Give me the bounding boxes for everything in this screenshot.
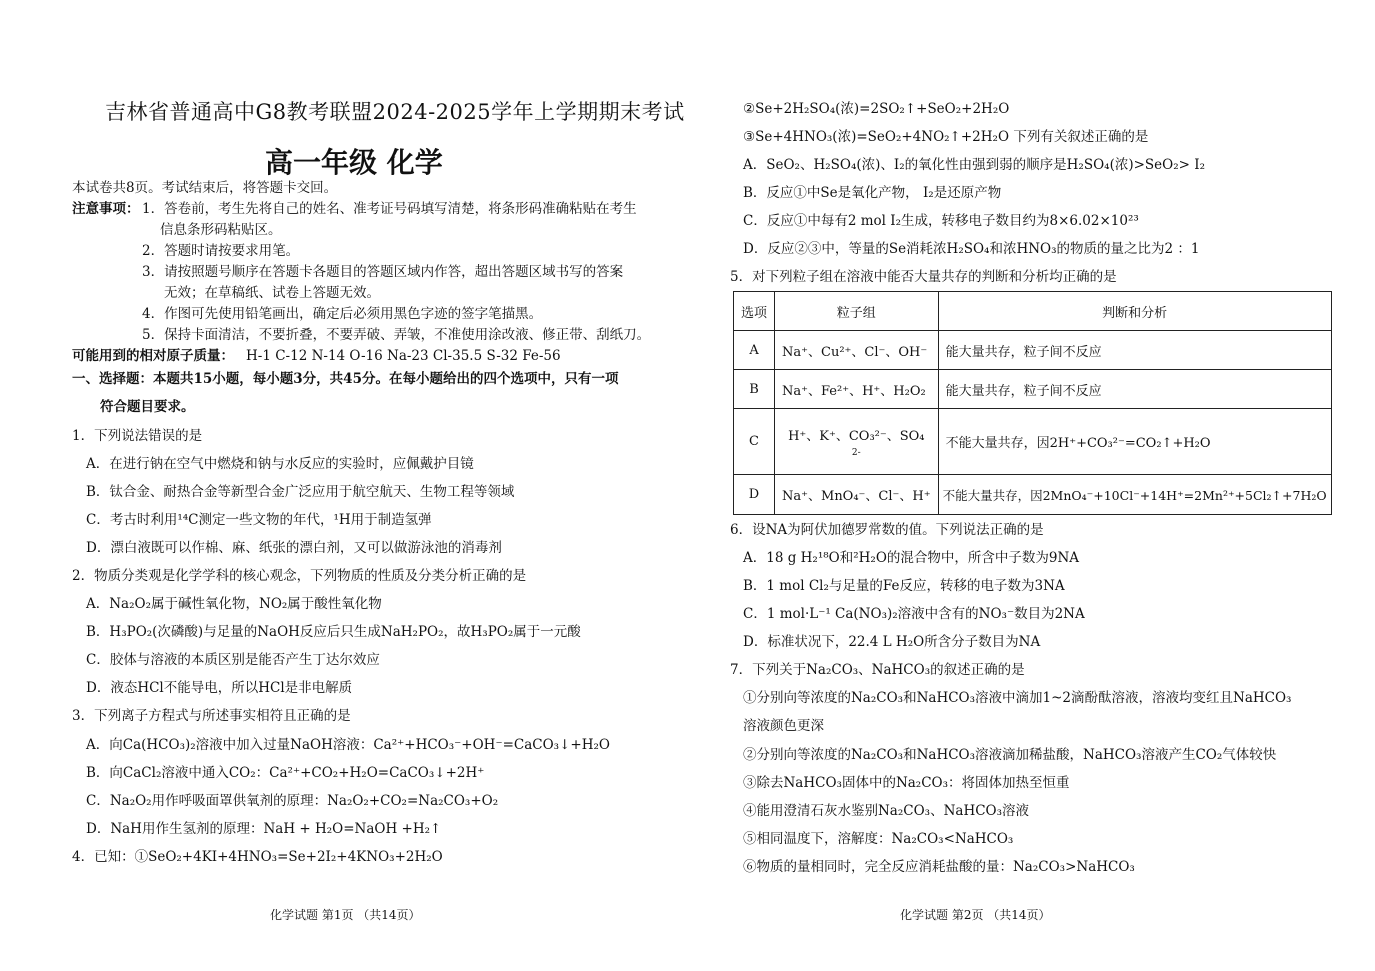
table-cell-ions-wrap: 2- — [851, 448, 861, 458]
question-2-option-c: C．胶体与溶液的本质区别是能否产生丁达尔效应 — [86, 652, 380, 668]
question-4-stem: 4．已知：①SeO₂+4KI+4HNO₃=Se+2I₂+4KNO₃+2H₂O — [72, 849, 443, 865]
question-7-statement-1: ①分别向等浓度的Na₂CO₃和NaHCO₃溶液中滴加1~2滴酚酞溶液，溶液均变红且NaHCO₃ — [743, 690, 1292, 706]
attention-item: 3．请按照题号顺序在答题卡各题目的答题区域内作答，超出答题区域书写的答案 — [142, 264, 624, 280]
question-4-option-a: A．SeO₂、H₂SO₄(浓)、I₂的氧化性由强到弱的顺序是H₂SO₄(浓)>SeO₂> I₂ — [743, 157, 1205, 173]
question-4-equation-3: ③Se+4HNO₃(浓)=SeO₂+4NO₂↑+2H₂O 下列有关叙述正确的是 — [743, 129, 1149, 145]
table-cell-ions: Na⁺、MnO₄⁻、Cl⁻、H⁺ — [775, 475, 939, 515]
attention-item: 4．作图可先使用铅笔画出，确定后必须用黑色字迹的签字笔描黑。 — [142, 306, 543, 322]
table-cell-ions — [775, 409, 939, 475]
question-3-option-a: A．向Ca(HCO₃)₂溶液中加入过量NaOH溶液：Ca²⁺+HCO₃⁻+OH⁻=CaCO₃↓+H₂O — [86, 737, 610, 753]
exam-title: 吉林省普通高中G8教考联盟2024-2025学年上学期期末考试 — [105, 100, 685, 124]
question-2-option-a: A．Na₂O₂属于碱性氧化物，NO₂属于酸性氧化物 — [86, 596, 382, 612]
question-6-stem: 6．设NA为阿伏加德罗常数的值。下列说法正确的是 — [730, 522, 1044, 538]
atomic-mass-label: 可能用到的相对原子质量： — [72, 348, 234, 364]
table-header-cell: 粒子组 — [775, 292, 939, 331]
question-4-equation-2: ②Se+2H₂SO₄(浓)=2SO₂↑+SeO₂+2H₂O — [743, 101, 1010, 117]
table-cell-ions-line: H⁺、K⁺、CO₃²⁻、SO₄ — [788, 429, 925, 444]
table-row — [734, 331, 1332, 370]
table-cell-option: A — [734, 331, 775, 370]
question-3-stem: 3．下列离子方程式与所述事实相符且正确的是 — [72, 708, 351, 724]
question-3-option-d: D．NaH用作生氢剂的原理：NaH + H₂O=NaOH +H₂↑ — [86, 821, 442, 837]
table-header-cell: 选项 — [734, 292, 775, 331]
question-4-option-b: B．反应①中Se是氧化产物， I₂是还原产物 — [743, 185, 1002, 201]
attention-item: 2．答题时请按要求用笔。 — [142, 243, 300, 259]
table-cell-option: B — [734, 370, 775, 409]
table-cell-analysis: 能大量共存，粒子间不反应 — [938, 370, 1331, 409]
question-5-table — [733, 291, 1332, 515]
section-heading: 一、选择题：本题共15小题，每小题3分，共45分。在每小题给出的四个选项中，只有一项 — [72, 371, 619, 387]
attention-item: 1．答卷前，考生先将自己的姓名、准考证号码填写清楚，将条形码准确粘贴在考生 — [142, 201, 637, 217]
table-header-row — [734, 292, 1332, 331]
section-heading-cont: 符合题目要求。 — [100, 399, 195, 415]
atomic-mass-values: H-1 C-12 N-14 O-16 Na-23 Cl-35.5 S-32 Fe-56 — [246, 348, 561, 364]
table-cell-analysis: 不能大量共存，因2MnO₄⁻+10Cl⁻+14H⁺=2Mn²⁺+5Cl₂↑+7H₂O — [938, 475, 1331, 515]
attention-label: 注意事项： — [72, 201, 140, 217]
question-5-stem: 5．对下列粒子组在溶液中能否大量共存的判断和分析均正确的是 — [730, 269, 1117, 285]
question-2-option-b: B．H₃PO₂(次磷酸)与足量的NaOH反应后只生成NaH₂PO₂，故H₃PO₂属于一元酸 — [86, 624, 581, 640]
question-6-option-c: C．1 mol·L⁻¹ Ca(NO₃)₂溶液中含有的NO₃⁻数目为2NA — [743, 606, 1085, 622]
question-1-option-a: A．在进行钠在空气中燃烧和钠与水反应的实验时，应佩戴护目镜 — [86, 456, 474, 472]
table-cell-ions: Na⁺、Fe²⁺、H⁺、H₂O₂ — [775, 370, 939, 409]
question-1-stem: 1．下列说法错误的是 — [72, 428, 203, 444]
question-3-option-c: C．Na₂O₂用作呼吸面罩供氧剂的原理：Na₂O₂+CO₂=Na₂CO₃+O₂ — [86, 793, 499, 809]
question-4-option-c: C．反应①中每有2 mol I₂生成，转移电子数目约为8×6.02×10²³ — [743, 213, 1139, 229]
question-2-option-d: D．液态HCl不能导电，所以HCl是非电解质 — [86, 680, 353, 696]
question-1-option-c: C．考古时利用¹⁴C测定一些文物的年代，¹H用于制造氢弹 — [86, 512, 432, 528]
table-cell-analysis: 不能大量共存，因2H⁺+CO₃²⁻=CO₂↑+H₂O — [938, 409, 1331, 475]
table-cell-ions: Na⁺、Cu²⁺、Cl⁻、OH⁻ — [775, 331, 939, 370]
question-1-option-d: D．漂白液既可以作棉、麻、纸张的漂白剂，又可以做游泳池的消毒剂 — [86, 540, 502, 556]
page-footer-left: 化学试题 第1页 （共14页） — [270, 908, 421, 922]
question-4-option-d: D．反应②③中，等量的Se消耗浓H₂SO₄和浓HNO₃的物质的量之比为2 ：1 — [743, 241, 1200, 257]
attention-item: 信息条形码粘贴区。 — [160, 222, 282, 238]
question-1-option-b: B．钛合金、耐热合金等新型合金广泛应用于航空航天、生物工程等领域 — [86, 484, 515, 500]
table-row — [734, 475, 1332, 515]
table-header-cell: 判断和分析 — [938, 292, 1331, 331]
table-cell-option: D — [734, 475, 775, 515]
question-7-statement-2: ②分别向等浓度的Na₂CO₃和NaHCO₃溶液滴加稀盐酸，NaHCO₃溶液产生CO₂气体较快 — [743, 747, 1277, 763]
page-footer-right: 化学试题 第2页 （共14页） — [900, 908, 1051, 922]
question-6-option-d: D．标准状况下，22.4 L H₂O所含分子数目为NA — [743, 634, 1041, 650]
table-row — [734, 409, 1332, 475]
question-7-stem: 7．下列关于Na₂CO₃、NaHCO₃的叙述正确的是 — [730, 662, 1025, 678]
question-7-statement-5: ⑤相同温度下，溶解度：Na₂CO₃<NaHCO₃ — [743, 831, 1014, 847]
question-3-option-b: B．向CaCl₂溶液中通入CO₂：Ca²⁺+CO₂+H₂O=CaCO₃↓+2H⁺ — [86, 765, 485, 781]
question-7-statement-6: ⑥物质的量相同时，完全反应消耗盐酸的量：Na₂CO₃>NaHCO₃ — [743, 859, 1135, 875]
exam-subtitle: 高一年级 化学 — [265, 146, 443, 179]
exam-note: 本试卷共8页。考试结束后，将答题卡交回。 — [72, 180, 338, 196]
attention-item: 5．保持卡面清洁，不要折叠，不要弄破、弄皱，不准使用涂改液、修正带、刮纸刀。 — [142, 327, 651, 343]
question-6-option-a: A．18 g H₂¹⁸O和²H₂O的混合物中，所含中子数为9NA — [743, 550, 1080, 566]
question-6-option-b: B．1 mol Cl₂与足量的Fe反应，转移的电子数为3NA — [743, 578, 1065, 594]
question-7-statement-3: ③除去NaHCO₃固体中的Na₂CO₃：将固体加热至恒重 — [743, 775, 1070, 791]
question-7-statement-1-cont: 溶液颜色更深 — [743, 718, 824, 734]
question-7-statement-4: ④能用澄清石灰水鉴别Na₂CO₃、NaHCO₃溶液 — [743, 803, 1030, 819]
question-2-stem: 2．物质分类观是化学学科的核心观念，下列物质的性质及分类分析正确的是 — [72, 568, 527, 584]
table-cell-analysis: 能大量共存，粒子间不反应 — [938, 331, 1331, 370]
table-cell-option: C — [734, 409, 775, 475]
table-row — [734, 370, 1332, 409]
attention-item: 无效；在草稿纸、试卷上答题无效。 — [164, 285, 380, 301]
